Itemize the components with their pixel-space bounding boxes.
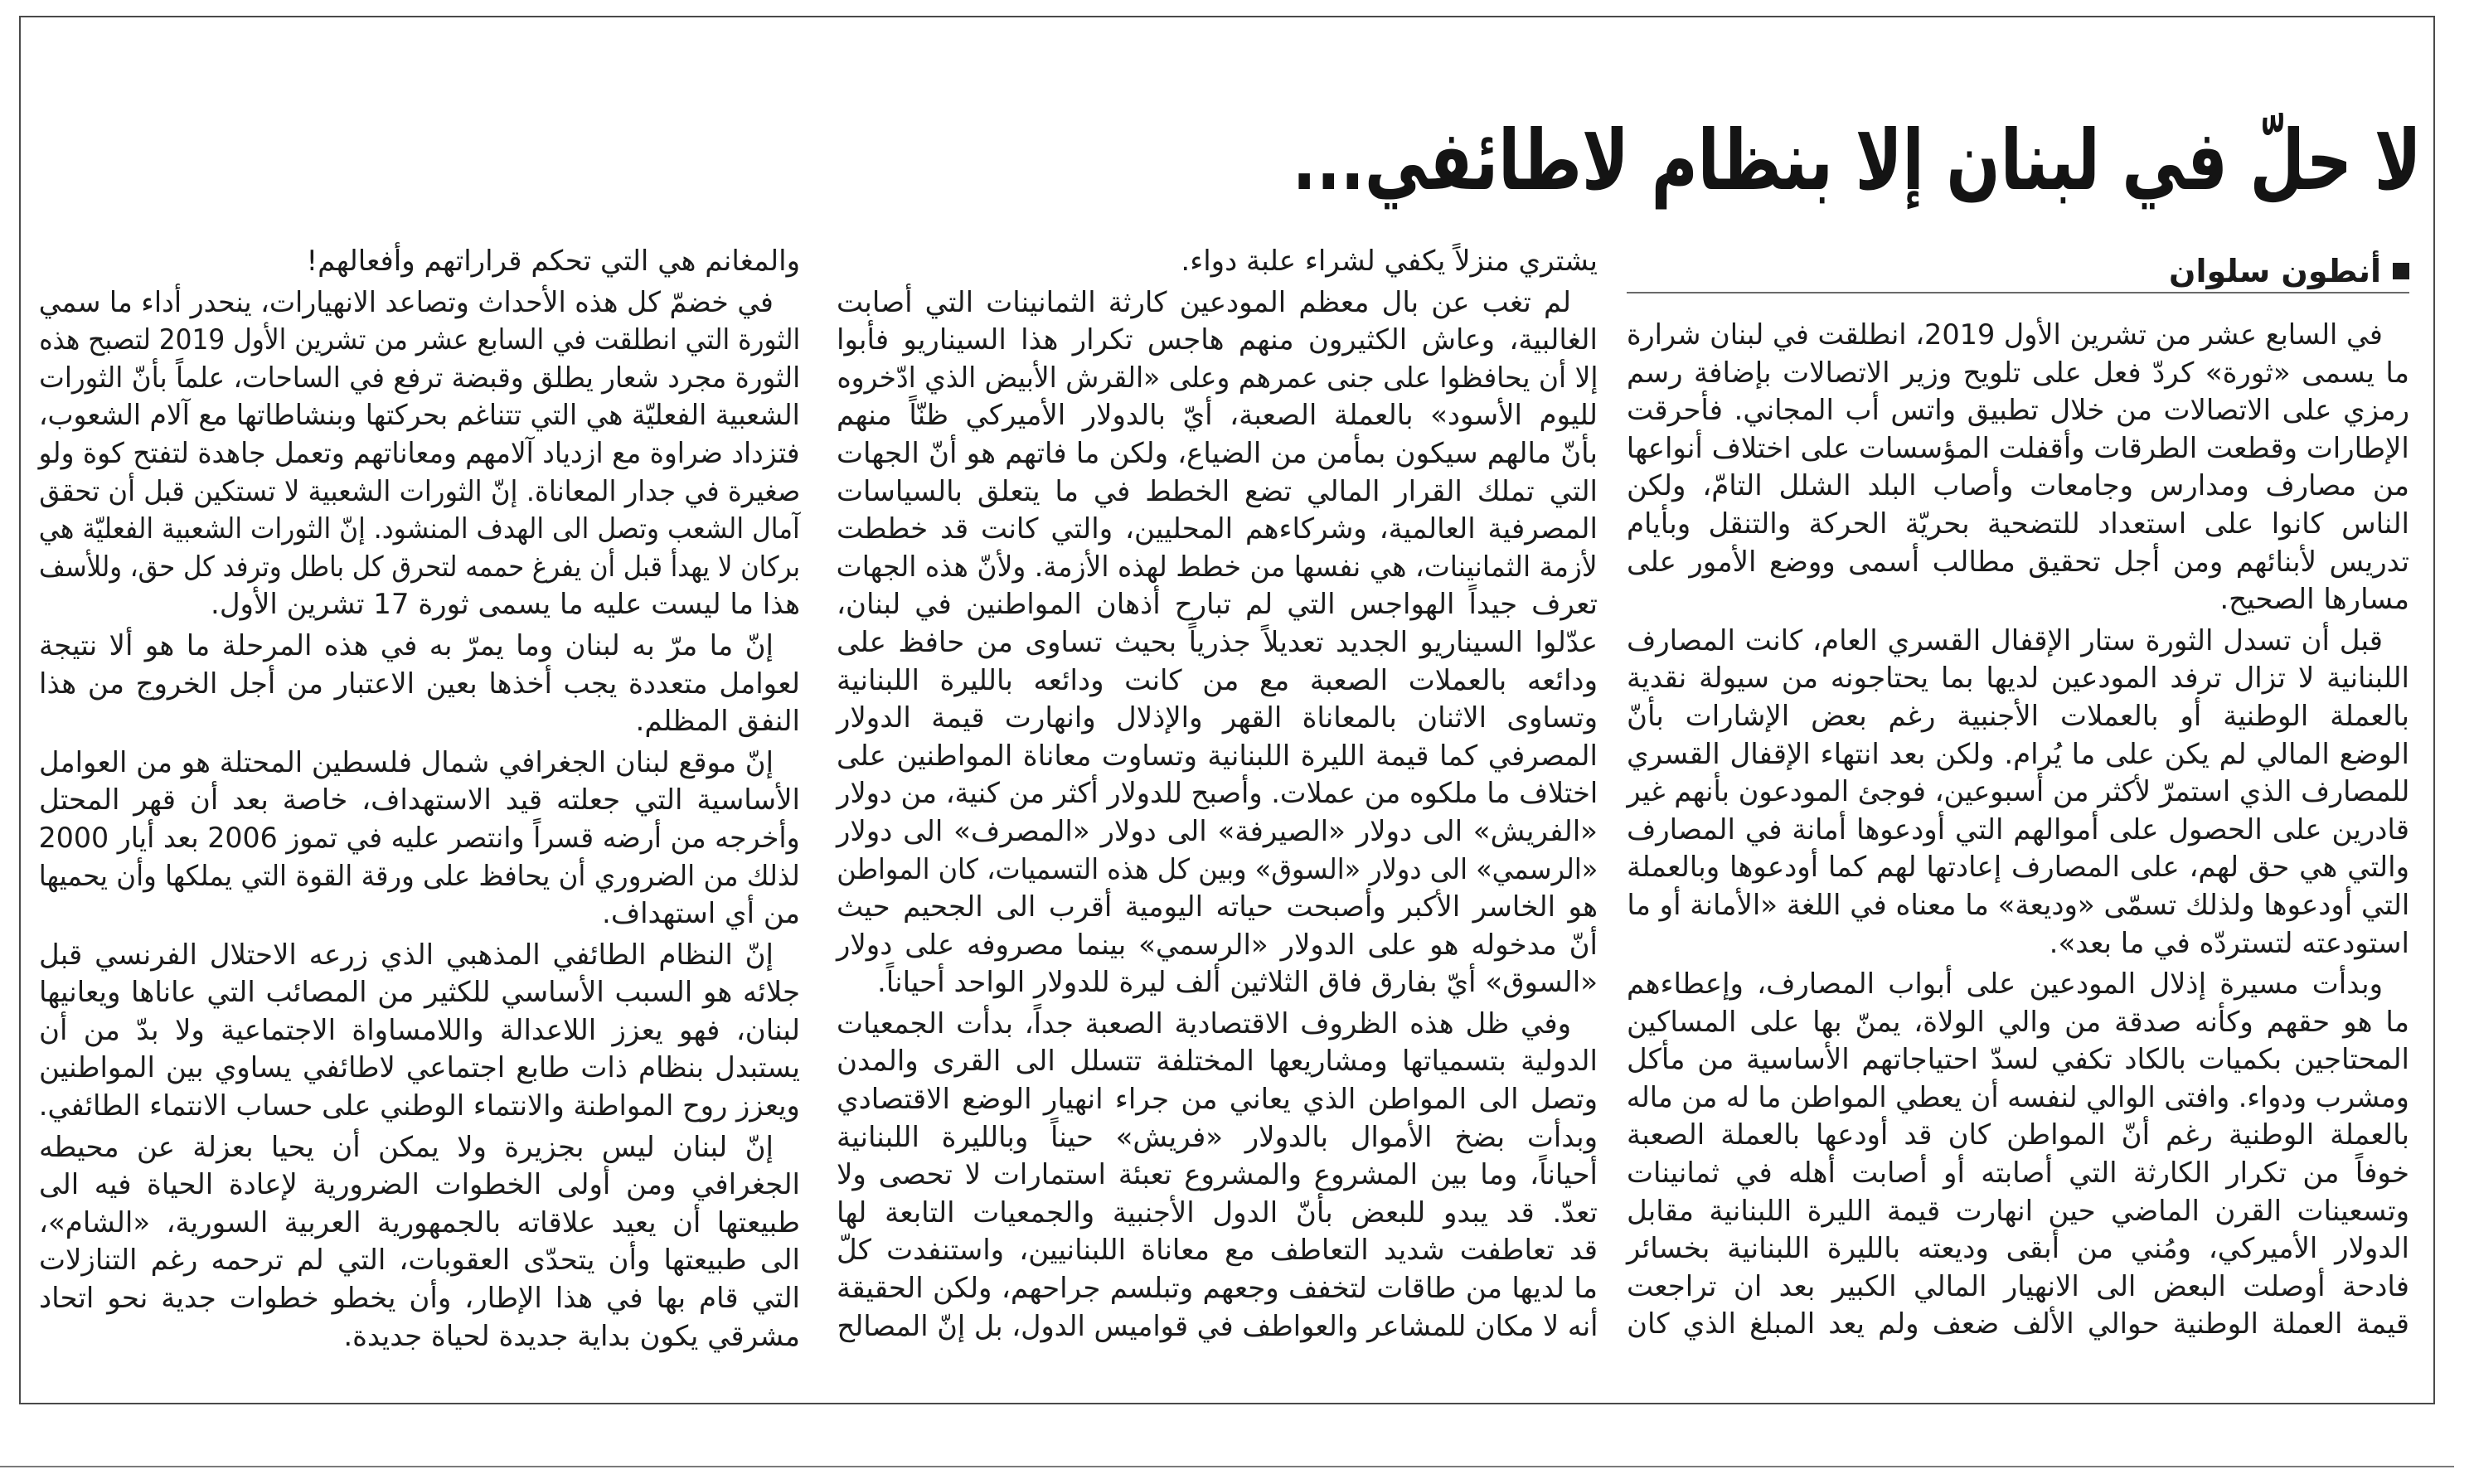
text-line [1627, 1079, 2409, 1118]
text-line [1627, 1268, 2409, 1307]
text-line-content: التي أودعوها ولذلك تسمّى «وديعة» ما معناه في اللغة «الأمانة أو ما [1627, 888, 2409, 922]
text-line-content: لأزمة الثمانينات، هي نفسها من خطط لهذه الأزمة. ولأنّ هذه الجهات [837, 550, 1598, 584]
text-line [39, 322, 800, 360]
text-line [39, 1166, 800, 1205]
paragraph [39, 284, 800, 624]
text-line-content: مسارها الصحيح. [2219, 583, 2409, 617]
text-line-content: وبدأت مسيرة إذلال المودعين على أبواب المصارف، وإعطاءهم [1627, 968, 2383, 1001]
text-line-content: من مصارف ومدارس وجامعات وأصاب البلد الشلل التامّ، ولكن [1627, 469, 2409, 503]
text-line [837, 360, 1598, 398]
text-line [1627, 887, 2409, 925]
text-line [837, 1043, 1598, 1081]
text-line [837, 738, 1598, 776]
text-line [837, 927, 1598, 965]
text-line [1627, 660, 2409, 698]
text-line [1627, 506, 2409, 544]
text-line [837, 549, 1598, 587]
paragraph [1627, 966, 2409, 1344]
text-line [39, 549, 800, 587]
paragraph [39, 937, 800, 1126]
text-line-content: فادحة أوصلت البعض الى الانهيار المالي الكبير بعد ان تراجعت [1627, 1269, 2409, 1303]
text-line [837, 511, 1598, 549]
text-line [39, 1205, 800, 1243]
text-line [837, 1119, 1598, 1157]
text-line [1627, 1004, 2409, 1042]
text-line [837, 397, 1598, 435]
column-middle [837, 243, 1598, 1346]
text-line-content: الجغرافي ومن أولى الخطوات الضرورية لإعادة الحياة فيه الى [39, 1168, 800, 1202]
text-line [1627, 468, 2409, 506]
text-line-content: لبنان، فهو يعزز اللاعدالة واللامساواة الاجتماعية ولا بدّ من أن [39, 1013, 800, 1047]
text-line [837, 1157, 1598, 1195]
column-right [1627, 317, 2409, 1344]
text-line-content: «السوق» أيّ بفارق فاق الثلاثين ألف ليرة للدولار الواحد أحياناً. [876, 966, 1598, 1000]
text-line-content: أحياناً، وما بين المشروع والمشروع تعبئة استمارات لا تحصى ولا [837, 1158, 1598, 1192]
text-line [1627, 1155, 2409, 1193]
text-line-content: الدولية بتسمياتها ومشاريعها المختلفة تتسلل الى القرى والمدن [837, 1045, 1598, 1079]
text-line-content: والتي هي حق لهم، على المصارف إعادتها لهم كما أودعوها وبالعملة [1627, 851, 2409, 885]
text-line-content: الثورة التي انطلقت في السابع عشر من تشرين الأول 2019 لتصبح هذه [39, 323, 801, 357]
paragraph [39, 628, 800, 741]
text-line [1627, 698, 2409, 736]
text-line-content: ما لديها من طاقات لتخفف وجعهم وتبلسم جراحهم، ولكن الحقيقة [837, 1272, 1598, 1306]
text-line [1627, 430, 2409, 468]
text-line-content: الى طبيعتها وأن يتحدّى العقوبات، التي لم ترحمه رغم التنازلات [39, 1244, 800, 1278]
text-line-content: وبدأت بضخ الأموال بالدولار «فريش» حيناً وبالليرة اللبنانية [837, 1120, 1598, 1154]
text-line-content: اللبنانية لا تزال ترفد المودعين لديها بما يحتاجونه من سيولة نقدية [1627, 662, 2409, 696]
text-line [39, 1318, 800, 1356]
byline [1627, 250, 2409, 293]
text-line-content: ما يسمى «ثورة» كردّ فعل على تلويح وزير الاتصالات بإضافة رسم [1627, 356, 2409, 390]
text-line [1627, 1230, 2409, 1268]
text-line-content: المحتاجين بكميات بالكاد تكفي لسدّ احتياجاتهم الأساسية من مأكل [1627, 1043, 2409, 1077]
text-line [837, 889, 1598, 927]
text-line-content: هذا ما ليست عليه ما يسمى ثورة 17 تشرين الأول. [211, 588, 800, 622]
text-line [1627, 1117, 2409, 1155]
text-line [39, 782, 800, 820]
text-line [39, 511, 800, 549]
text-line [39, 744, 800, 783]
text-line-content: قادرين على الحصول على أموالهم التي أودعوها أمانة في المصارف [1627, 812, 2409, 846]
paragraph [1627, 317, 2409, 619]
text-line [837, 322, 1598, 360]
text-line-content: ومشرب ودواء. وافتى الوالي لنفسه أن يعطي المواطن ما له من ماله [1627, 1080, 2409, 1114]
text-line-content: الوضع المالي لم يكن على ما يُرام. ولكن بعد انتهاء الإقفال القسري [1627, 737, 2409, 771]
text-line-content: هو الخاسر الأكبر وأصبحت حياته اليومية أقرب الى الجحيم حيث [837, 890, 1598, 924]
text-line [837, 284, 1598, 323]
text-line-content: النفق المظلم. [635, 705, 800, 739]
text-line [837, 1232, 1598, 1270]
text-line-content: لم تغب عن بال معظم المودعين كارثة الثمانينات التي أصابت [837, 285, 1571, 319]
text-line [1627, 966, 2409, 1004]
text-line [837, 851, 1598, 890]
text-line [39, 1012, 800, 1050]
text-line [837, 1308, 1598, 1346]
article-title: لا حلّ في لبنان إلا بنظام لاطائفي... [1293, 112, 2422, 209]
text-line [39, 1242, 800, 1280]
text-line [39, 628, 800, 666]
text-line [39, 586, 800, 624]
text-line [39, 243, 800, 281]
text-line [39, 1050, 800, 1088]
text-line [1627, 581, 2409, 619]
text-line [837, 1006, 1598, 1044]
text-line [1627, 544, 2409, 582]
paragraph [1627, 623, 2409, 963]
text-line-content: قيمة العملة الوطنية حوالي الألف ضعف ولم يعد المبلغ الذي كان [1627, 1307, 2409, 1341]
text-line-content: للمصارف الذي استمرّ لأكثر من أسبوعين، فوجئ المودعون بأنهم غير [1627, 775, 2409, 809]
text-line-content: المصرفية العالمية، وشركاءهم المحليين، والتي كانت قد خططت [837, 512, 1598, 546]
text-line [39, 820, 800, 858]
text-line-content: إلا أن يحافظوا على جنى عمرهم وعلى «القرش الأبيض الذي ادّخروه [837, 361, 1598, 395]
text-line [1627, 317, 2409, 355]
title-bar [1293, 114, 2422, 207]
text-line [837, 586, 1598, 624]
paragraph [837, 284, 1598, 1002]
text-line-content: بالعملة الوطنية أو بالعملات الأجنبية رغم بعض الإشارات بأنّ [1627, 699, 2409, 733]
text-line-content: وتصل الى المواطن الذي يعاني من جراء انهيار الوضع الاقتصادي [837, 1083, 1598, 1117]
paragraph [39, 744, 800, 934]
text-line-content: وأخرجه من أرضه قسراً وانتصر عليه في تموز 2006 بعد أيار 2000 [39, 821, 800, 855]
text-line-content: إنّ موقع لبنان الجغرافي شمال فلسطين المحتلة هو من العوامل [39, 745, 774, 779]
text-line-content: بركان لا يهدأ قبل أن يفرغ حممه لتحرق كل باطل وترفد كل حق، وللأسف [39, 550, 800, 584]
text-line-content: إنّ ما مرّ به لبنان وما يمرّ به في هذه المرحلة ما هو ألا نتيجة [39, 628, 774, 662]
text-line [39, 397, 800, 435]
text-line-content: لليوم الأسود» بالعملة الصعبة، أيّ بالدولار الأميركي ظنّاً منهم [837, 399, 1598, 433]
text-line-content: أنّ مدخوله هو على الدولار «الرسمي» بينما مصروفه على دولار [837, 928, 1598, 962]
text-line-content: قد تعاطفت شديد التعاطف مع معاناة اللبنانيين، واستنفدت كلّ [837, 1234, 1598, 1268]
text-line [1627, 1193, 2409, 1231]
text-line [39, 703, 800, 741]
text-line-content: استودعته لتستردّه في ما بعد». [2049, 926, 2409, 960]
text-line [39, 360, 800, 398]
text-line-content: تدريس لأبنائهم ومن أجل تحقيق مطالب أسمى ووضع الأمور على [1627, 545, 2409, 579]
text-line-content: ويعزز روح المواطنة والانتماء الوطني على حساب الانتماء الطائفي. [39, 1089, 800, 1123]
text-line-content: عدّلوا السيناريو الجديد تعديلاً جذرياً بحيث تساوى من حافظ على [837, 625, 1598, 659]
text-line-content: «الفريش» الى دولار «الصيرفة» الى دولار «المصرف» الى دولار [837, 814, 1598, 848]
text-line [39, 858, 800, 896]
text-line-content: والمغانم هي التي تحكم قراراتهم وأفعالهم! [306, 245, 800, 278]
text-line [39, 473, 800, 512]
text-line [1627, 355, 2409, 393]
text-line-content: وتسعينات القرن الماضي حين انهارت قيمة الليرة اللبنانية مقابل [1627, 1194, 2409, 1228]
text-line-content: لعوامل متعددة يجب أخذها بعين الاعتبار من أجل الخروج من هذا [39, 667, 800, 701]
text-line-content: يستبدل بنظام ذات طابع اجتماعي لاطائفي يساوي بين المواطنين [39, 1051, 800, 1085]
text-line-content: اختلاف ما ملكوه من عملات. وأصبح للدولار أكثر من كنية، من دولار [837, 777, 1598, 811]
text-line [837, 243, 1598, 281]
page-bottom-rule [0, 1466, 2454, 1467]
paragraph [39, 243, 800, 281]
text-line [1627, 1306, 2409, 1344]
text-line-content: التي قام بها في هذا الإطار، وأن يخطو خطوات جدية نحو اتحاد [39, 1282, 800, 1316]
text-line-content: يشتري منزلاً يكفي لشراء علبة دواء. [1181, 245, 1598, 278]
text-line-content: وفي ظل هذه الظروف الاقتصادية الصعبة جداً، بدأت الجمعيات [837, 1006, 1571, 1040]
text-line [39, 435, 800, 473]
text-line-content: الثورة مجرد شعار يطلق وقبضة ترفع في الساحات، علماً بأنّ الثورات [39, 361, 800, 395]
text-line-content: وتساوى الاثنان بالمعاناة القهر والإذلال وانهارت قيمة الدولار [837, 701, 1598, 735]
text-line [39, 284, 800, 323]
text-line-content: أنه لا مكان للمشاعر والعواطف في قواميس الدول، بل إنّ المصالح [837, 1309, 1598, 1343]
text-line [39, 1129, 800, 1167]
text-line-content: الإطارات وقطعت الطرقات وأقفلت المؤسسات على اختلاف أنواعها [1627, 431, 2409, 465]
text-line [837, 435, 1598, 473]
text-line [1627, 1041, 2409, 1079]
text-line [39, 937, 800, 975]
text-line-content: تعدّ. قد يبدو للبعض بأنّ الدول الأجنبية والجمعيات التابعة لها [837, 1195, 1598, 1229]
text-line-content: من أي استهداف. [602, 897, 800, 931]
text-line [1627, 623, 2409, 661]
text-line [837, 473, 1598, 512]
text-line-content: إنّ النظام الطائفي المذهبي الذي زرعه الاحتلال الفرنسي قبل [39, 938, 774, 972]
paragraph [39, 1129, 800, 1356]
text-line [39, 1088, 800, 1126]
text-line-content: الشعبية الفعليّة هي التي تتناغم بحركتها وبنشاطاتها مع آلام الشعوب، [39, 399, 800, 433]
text-line [1627, 812, 2409, 850]
text-line-content: قبل أن تسدل الثورة ستار الإقفال القسري العام، كانت المصارف [1627, 623, 2383, 657]
paragraph [837, 243, 1598, 281]
text-line-content: بأنّ مالهم سيكون بمأمن من الضياع، ولكن ما فاتهم هو أنّ الجهات [837, 436, 1598, 470]
text-line-content: خوفاً من تكرار الكارثة التي أصابته أو أصابت أهله في ثمانينات [1627, 1157, 2409, 1191]
text-line [39, 974, 800, 1012]
text-line-content: ودائعه بالعملات الصعبة مع من كانت ودائعه بالليرة اللبنانية [837, 663, 1598, 697]
text-line-content: في خضمّ كل هذه الأحداث وتصاعد الانهيارات، ينحدر أداء ما سمي [39, 285, 774, 319]
text-line-content: المصرفي كما قيمة الليرة اللبنانية وتساوت معاناة المواطنين على [837, 739, 1598, 773]
text-line [1627, 392, 2409, 430]
text-line [837, 1081, 1598, 1119]
text-line-content: رمزي على الاتصالات من خلال تطبيق واتس أب المجاني. فأحرقت [1627, 394, 2409, 428]
text-line-content: جلائه هو السبب الأساسي للكثير من المصائب التي عاناها ويعانيها [39, 976, 800, 1010]
text-line [837, 700, 1598, 738]
text-line [837, 624, 1598, 662]
text-line-content: فتزداد ضراوة مع ازدياد آلامهم ومعاناتهم وتعمل جاهدة لتفتح كوة ولو [39, 436, 800, 470]
text-line-content: الدولار الأميركي، ومُني من أبقى وديعته بالليرة اللبنانية بخسائر [1627, 1232, 2409, 1266]
text-line [837, 1195, 1598, 1233]
text-line [837, 662, 1598, 701]
text-line [1627, 925, 2409, 963]
text-line [39, 666, 800, 704]
text-line [39, 1280, 800, 1318]
text-line [1627, 736, 2409, 774]
text-line [837, 813, 1598, 851]
text-line-content: بالعملة الوطنية رغم أنّ المواطن كان قد أودعها بالعملة الصعبة [1627, 1118, 2409, 1152]
text-line [837, 1270, 1598, 1308]
text-line [39, 895, 800, 934]
paragraph [837, 1006, 1598, 1346]
text-line-content: ما هو حقهم وكأنه صدقة من والي الولاة، يمنّ بها على المساكين [1627, 1005, 2409, 1039]
text-line-content: صغيرة في جدار المعاناة. إنّ الثورات الشعبية لا تستكين قبل أن تحقق [39, 474, 800, 508]
text-line-content: طبيعتها أن يعيد علاقاته بالجمهورية العربية السورية، «الشام»، [39, 1205, 800, 1239]
text-line [837, 964, 1598, 1002]
text-line-content: في السابع عشر من تشرين الأول 2019، انطلقت في لبنان شرارة [1627, 318, 2383, 352]
text-line-content: التي تملك القرار المالي تضع الخطط في ما يتعلق بالسياسات [837, 474, 1598, 508]
text-line-content: إنّ لبنان ليس بجزيرة ولا يمكن أن يحيا بعزلة عن محيطه [39, 1130, 774, 1164]
text-line-content: آمال الشعب وتصل الى الهدف المنشود. إنّ الثورات الشعبية الفعليّة هي [39, 512, 800, 546]
text-line-content: الناس كانوا على استعداد للتضحية بحريّة الحركة والتنقل وبأيام [1627, 507, 2409, 541]
text-line-content: «الرسمي» الى دولار «السوق» وبين كل هذه التسميات، كان المواطن [837, 852, 1598, 886]
text-line [837, 775, 1598, 813]
square-bullet-icon [2393, 263, 2409, 279]
text-line-content: الغالبية، وعاش الكثيرون منهم هاجس تكرار هذا السيناريو فأبوا [837, 323, 1598, 357]
text-line-content: تعرف جيداً الهواجس التي لم تبارح أذهان المواطنين في لبنان، [837, 588, 1598, 622]
text-line-content: الأساسية التي جعلته قيد الاستهداف، خاصة بعد أن قهر المحتل [39, 783, 800, 817]
text-line-content: مشرقي يكون بداية جديدة لحياة جديدة. [343, 1319, 800, 1353]
author-name: أنطون سلوان [2169, 253, 2381, 289]
column-left [39, 243, 800, 1355]
text-line [1627, 774, 2409, 812]
text-line [1627, 849, 2409, 887]
text-line-content: لذلك من الضروري أن يحافظ على ورقة القوة التي يملكها وأن يحميها [39, 859, 800, 893]
